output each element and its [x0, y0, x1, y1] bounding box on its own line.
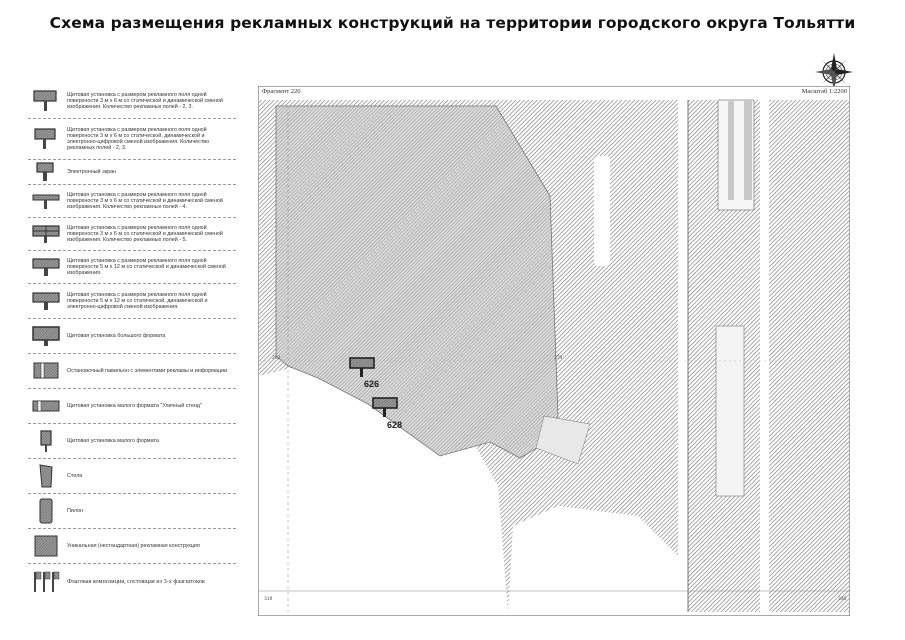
fragment-label: Фрагмент 220 [262, 88, 301, 95]
legend-item [28, 494, 236, 529]
legend-item [28, 185, 236, 218]
grid-label: 262 [272, 355, 281, 361]
legend-item [28, 529, 236, 564]
building [744, 100, 752, 200]
billboard-3x6-digital-icon [32, 126, 60, 152]
legend-text: Щитовая установка большого формата [67, 332, 166, 339]
building [728, 100, 734, 200]
small-format-icon [31, 428, 61, 454]
legend-item [28, 84, 236, 119]
unique-structure-icon [31, 533, 61, 559]
legend-text: Щитовая установка малого формата [67, 437, 159, 444]
legend-item [28, 319, 236, 354]
billboard-5x12-icon [31, 256, 61, 278]
legend-item [28, 251, 236, 284]
grid-label: 279 [554, 355, 563, 361]
billboard-5x12-digital-icon [31, 290, 61, 312]
building [716, 326, 744, 496]
legend-item [28, 218, 236, 251]
billboard-4-fields-icon [31, 191, 61, 211]
legend-item [28, 389, 236, 424]
legend-text: Щитовая установка с размером рекламного поля одной поверхности 3 м х 6 м со статической и динамической сменой изображения. Количество рекламных полей - 4. [67, 191, 223, 211]
legend-item [28, 160, 236, 185]
legend-text: Щитовая установка с размером рекламного поля одной поверхности 5 м х 12 м со статической и динамической сменой изображения. [67, 257, 226, 277]
legend-text: Электронный экран [67, 168, 117, 175]
legend-text: Флаговая композиция, состоящая из 3-х флагштоков [67, 577, 205, 585]
legend-text: Уникальная (нестандартная) рекламная конструкция [67, 542, 200, 549]
legend-item [28, 459, 236, 494]
legend-item [28, 564, 236, 598]
map-title: Схема размещения рекламных конструкций на территории городского округа Тольятти [49, 14, 856, 32]
legend-text: Щитовая установка с размером рекламного поля одной поверхности 3 м х 6 м со статической, динамической и электронно-цифровой сменой изображения. Количество рекламных полей - 2, 3. [67, 126, 210, 152]
grid-label: 318 [264, 596, 273, 602]
large-format-icon [31, 324, 61, 348]
billboard-3x6-icon [32, 88, 60, 114]
pylon-icon [31, 497, 61, 525]
road-strip [678, 100, 688, 612]
legend-item [28, 284, 236, 319]
legend-text: Стела [67, 472, 83, 479]
legend-item [28, 354, 236, 389]
legend-text: Щитовая установка с размером рекламного поля одной поверхности 3 м х 6 м со статической и динамической сменой изображения. Количество рекламных полей - 5. [67, 224, 223, 244]
flag-composition-icon [31, 568, 61, 594]
legend [28, 84, 236, 598]
legend-text: Щитовая установка малого формата "Уличный стенд" [67, 402, 202, 409]
billboard-626-label: 626 [364, 379, 380, 389]
legend-text: Пилон [67, 507, 84, 514]
stele-icon [31, 462, 61, 490]
billboard-5-fields-icon [31, 223, 61, 245]
road-strip [760, 100, 769, 612]
island [594, 156, 610, 266]
billboard-628-label: 628 [387, 420, 403, 430]
scale-label: Масштаб 1:2200 [801, 88, 847, 95]
street-stand-icon [31, 395, 61, 417]
grid-label: 330 [838, 596, 847, 602]
electronic-screen-icon [32, 161, 60, 183]
legend-item [28, 424, 236, 459]
legend-text: Щитовая установка с размером рекламного поля одной поверхности 3 м х 6 м со статической и динамической сменой изображения. Количество рекламных полей - 2, 3. [67, 91, 223, 111]
map-fragment[interactable] [258, 86, 850, 616]
bus-stop-pavilion-icon [31, 360, 61, 382]
legend-text: Щитовая установка с размером рекламного поля одной поверхности 5 м х 12 м со статической, динамической и электронно-цифровой сменой изображения. [67, 291, 208, 311]
legend-item [28, 119, 236, 160]
legend-text: Остановочный павильон с элементами рекламы и информации. [67, 367, 229, 374]
